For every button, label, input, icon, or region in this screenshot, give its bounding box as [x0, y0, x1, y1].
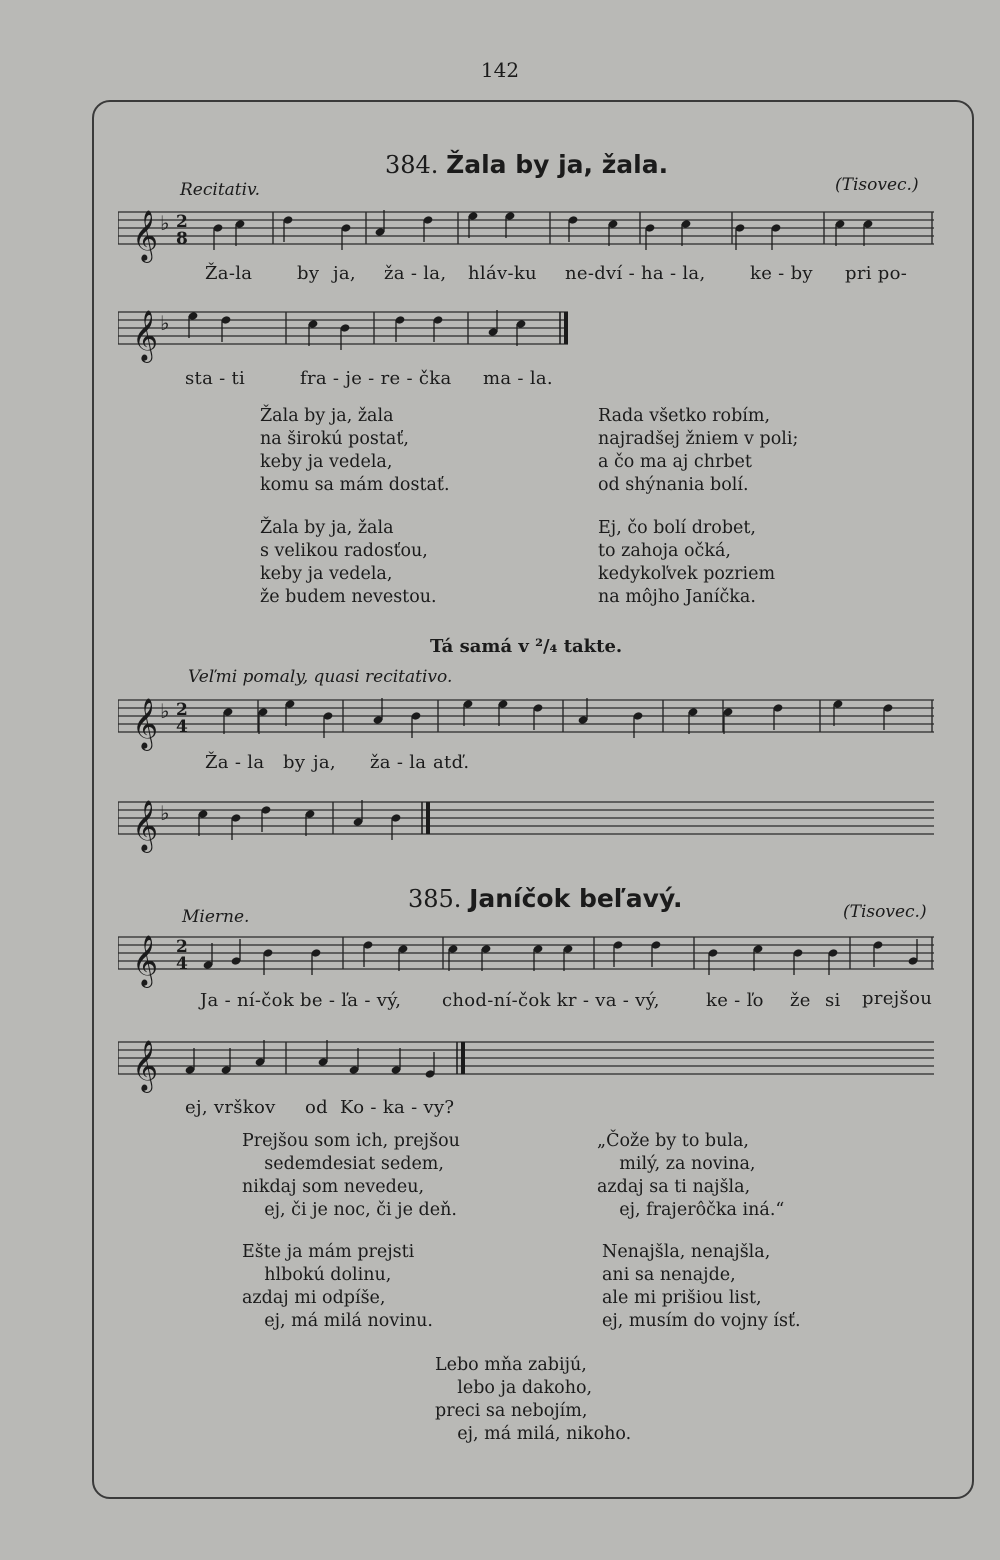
- time-signature-numerator: 2: [176, 700, 188, 720]
- flat-sign-icon: ♭: [160, 699, 170, 723]
- verse: Žala by ja, žala s velikou radosťou, keby ja vedela, že budem nevestou.: [260, 518, 437, 607]
- lyric: ja,: [333, 263, 356, 284]
- verse: „Čože by to bula, milý, za novina, azdaj sa ti najšla, ej, frajerôčka iná.“: [597, 1131, 785, 1220]
- verse: Nenajšla, nenajšla, ani sa nenajde, ale mi prišiou list, ej, musím do vojny ísť.: [602, 1242, 801, 1331]
- time-signature-denominator: 4: [176, 717, 188, 737]
- verse: Rada všetko robím, najradšej žniem v poli; a čo ma aj chrbet od shýnania bolí.: [598, 406, 799, 495]
- song-number: 384.: [385, 151, 439, 179]
- tempo-marking: Mierne.: [182, 907, 250, 927]
- treble-clef-icon: 𝄞: [132, 698, 159, 749]
- staff-384-1: [118, 200, 934, 270]
- flat-sign-icon: ♭: [160, 311, 170, 335]
- lyric: ma - la.: [483, 368, 553, 389]
- lyric: prejšou: [862, 988, 933, 1009]
- staff-385-2: [118, 1030, 934, 1105]
- lyric: pri po-: [845, 263, 908, 284]
- lyric: od: [305, 1097, 328, 1118]
- verse: Žala by ja, žala na širokú postať, keby ja vedela, komu sa mám dostať.: [260, 406, 450, 495]
- lyric: chod-ní-čok kr - va - vý,: [442, 990, 660, 1011]
- staff-385-1: [118, 925, 934, 995]
- lyric: že: [790, 990, 811, 1011]
- treble-clef-icon: 𝄞: [132, 800, 159, 851]
- lyric: atď.: [433, 752, 470, 773]
- treble-clef-icon: 𝄞: [132, 935, 159, 986]
- staff-384-variant-1: [118, 688, 934, 758]
- song-385-title: [408, 884, 682, 913]
- verse: Prejšou som ich, prejšou sedemdesiat sedem, nikdaj som nevedeu, ej, či je noc, či je deň.: [242, 1131, 460, 1220]
- lyric: si: [825, 990, 841, 1011]
- lyric: ne-dví - ha - la,: [565, 263, 706, 284]
- tempo-marking: Veľmi pomaly, quasi recitativo.: [188, 667, 453, 687]
- flat-sign-icon: ♭: [160, 211, 170, 235]
- song-384-title: [385, 150, 668, 179]
- staff-384-variant-2: [118, 790, 934, 860]
- tempo-marking: Recitativ.: [180, 180, 261, 200]
- lyric: by: [283, 752, 306, 773]
- treble-clef-icon: 𝄞: [132, 310, 159, 361]
- lyric: Ža-la: [205, 263, 253, 284]
- lyric: ej, vrškov: [185, 1097, 276, 1118]
- lyric: sta - ti: [185, 368, 246, 389]
- verse: Ešte ja mám prejsti hlbokú dolinu, azdaj mi odpíše, ej, má milá novinu.: [242, 1242, 433, 1331]
- verse: Lebo mňa zabijú, lebo ja dakoho, preci sa nebojím, ej, má milá, nikoho.: [435, 1355, 632, 1444]
- place-of-origin: (Tisovec.): [843, 902, 927, 922]
- lyric: Ža - la: [205, 752, 265, 773]
- lyric: by: [297, 263, 320, 284]
- verse: Ej, čo bolí drobet, to zahoja očká, kedykoľvek pozriem na môjho Janíčka.: [598, 518, 776, 607]
- lyric: ža - la: [370, 752, 427, 773]
- lyric: ke - ľo: [706, 990, 764, 1011]
- lyric: ja,: [313, 752, 336, 773]
- time-signature-numerator: 2: [176, 937, 188, 957]
- treble-clef-icon: 𝄞: [132, 210, 159, 261]
- lyric: fra - je - re - čka: [300, 368, 452, 389]
- flat-sign-icon: ♭: [160, 801, 170, 825]
- lyric: Ja - ní-čok be - ľa - vý,: [200, 990, 402, 1011]
- lyric: hláv-ku: [468, 263, 537, 284]
- time-signature-numerator: 2: [176, 212, 188, 232]
- place-of-origin: (Tisovec.): [835, 175, 919, 195]
- variant-heading: Tá samá v ²/₄ takte.: [430, 636, 623, 657]
- staff-384-2: [118, 300, 934, 370]
- page-number: 142: [480, 58, 520, 82]
- time-signature-denominator: 4: [176, 954, 188, 974]
- lyric: Ko - ka - vy?: [340, 1097, 455, 1118]
- treble-clef-icon: 𝄞: [132, 1040, 159, 1091]
- lyric: ža - la,: [384, 263, 447, 284]
- time-signature-denominator: 8: [176, 229, 188, 249]
- song-title: Janíčok beľavý.: [469, 884, 683, 913]
- song-number: 385.: [408, 885, 462, 913]
- lyric: ke - by: [750, 263, 813, 284]
- song-title: Žala by ja, žala.: [446, 150, 669, 179]
